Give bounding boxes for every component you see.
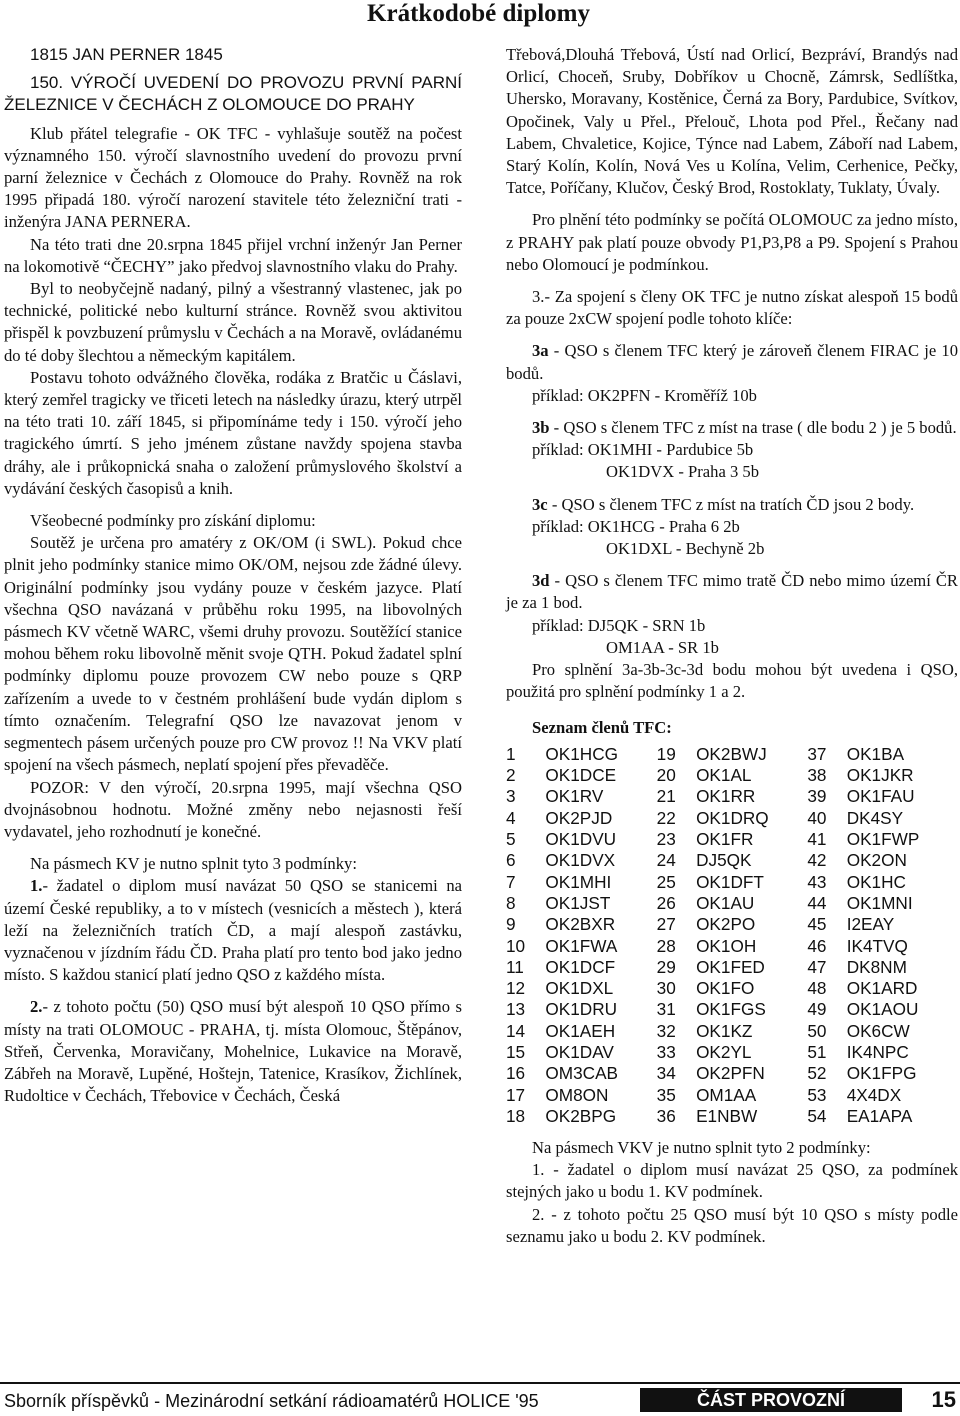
history-paragraph-1: Na této trati dne 20.srpna 1845 přijel vrchní inženýr Jan Perner na lokomotivě “ČECHY” jako předvoj slavnostního vlaku do Prahy. [4, 234, 462, 276]
member-number: 41 [807, 829, 827, 850]
member-callsign: I2EAY [846, 914, 895, 935]
table-row [506, 893, 958, 914]
member-callsign: OK1FR [696, 829, 754, 850]
olomouc-note: Pro plnění této podmínky se počítá OLOMOUC za jedno místo, z PRAHY pak platí pouze obvody P1,P3,P8 a P9. Spojení s Prahou nebo Olomoucí je podmínkou. [506, 210, 958, 274]
member-number: 16 [506, 1063, 526, 1084]
rule-3d-label: 3d [532, 571, 550, 591]
history-paragraph-3: Postavu tohoto odvážného člověka, rodáka z Bratčic u Čáslavi, který zemřel tragicky ve třiceti letech na následky úrazu, který utrpěl na této trati 10. září 1845, si připomínáme tedy i 150. výročí jeho tragického úmrtí. S jeho jménem zůstane navždy spojena stavba dráhy, ale i průkopnická snaha o založení průmyslového školství a vydávání českých časopisů a knih. [4, 367, 462, 498]
member-number: 38 [807, 765, 827, 786]
rule-3c-label: 3c [532, 494, 548, 514]
rule-3d-example-2: OM1AA - SR 1b [606, 637, 719, 657]
member-number: 22 [656, 807, 676, 828]
members-table [506, 744, 958, 1127]
member-number: 36 [656, 1105, 676, 1126]
member-callsign: OK1AOU [846, 999, 919, 1020]
member-callsign: OK1HCG [545, 743, 618, 764]
kv-rule-1-number: 1. [30, 876, 43, 896]
kv-rule-3: 3.- Za spojení s členy OK TFC je nutno získat alespoň 15 bodů za pouze 2xCW spojení podle tohoto klíče: [506, 287, 958, 329]
member-number: 43 [807, 871, 827, 892]
rule-3d-text: - QSO s členem TFC mimo tratě ČD nebo mimo území ČR je za 1 bod. [506, 571, 958, 613]
member-number: 19 [656, 743, 676, 764]
member-number: 21 [656, 786, 676, 807]
member-number: 3 [506, 786, 516, 807]
member-callsign: OK1AL [696, 765, 752, 786]
member-number: 9 [506, 914, 516, 935]
table-row [506, 786, 958, 807]
member-number: 40 [807, 807, 827, 828]
member-number: 20 [656, 765, 676, 786]
member-callsign: OK1DXL [545, 978, 614, 999]
member-number: 24 [656, 850, 676, 871]
member-number: 18 [506, 1105, 526, 1126]
member-number: 26 [656, 892, 676, 913]
member-callsign: OK2YL [696, 1041, 752, 1062]
intro-paragraph: Klub přátel telegrafie - OK TFC - vyhlašuje soutěž na počest významného 150. výročí slavnostního uvedení do provozu první parní železnice v Čechách z Olomouce do Prahy. Rovněž na rok 1995 připadá 180. výročí narození stavitele této železniční trati - inženýra JANA PERNERA. [4, 123, 462, 232]
member-number: 30 [656, 978, 676, 999]
member-callsign: OK2BXR [545, 914, 616, 935]
conditions-note: POZOR: V den výročí, 20.srpna 1995, mají všechna QSO dvojnásobnou hodnotu. Možné změny nebo nejasnosti řeší vydavatel, jeho rozhodnutí je konečné. [4, 777, 462, 841]
rule-3c-text: - QSO s členem TFC z míst na tratích ČD jsou 2 body. [547, 494, 915, 514]
left-column [4, 44, 462, 1107]
diploma-subtitle: 150. VÝROČÍ UVEDENÍ DO PROVOZU PRVNÍ PARNÍ ŽELEZNICE V ČECHÁCH Z OLOMOUCE DO PRAHY [4, 73, 462, 115]
member-number: 15 [506, 1041, 526, 1062]
section-title: Krátkodobé diplomy [367, 0, 590, 27]
member-callsign: OK6CW [846, 1020, 910, 1041]
member-number: 14 [506, 1020, 526, 1041]
member-callsign: OK1AEH [545, 1020, 616, 1041]
member-callsign: 4X4DX [846, 1084, 902, 1105]
member-number: 50 [807, 1020, 827, 1041]
page-footer [0, 1382, 960, 1416]
member-number: 4 [506, 807, 516, 828]
conditions-heading: Všeobecné podmínky pro získání diplomu: [30, 511, 316, 531]
member-number: 1 [506, 743, 516, 764]
member-callsign: OK1OH [696, 935, 757, 956]
member-callsign: OK1MHI [545, 871, 612, 892]
table-row [506, 957, 958, 978]
member-number: 13 [506, 999, 526, 1020]
table-row [506, 765, 958, 786]
member-callsign: OK1DAV [545, 1041, 614, 1062]
member-callsign: OK1FED [696, 956, 765, 977]
member-number: 29 [656, 956, 676, 977]
table-row [506, 999, 958, 1020]
vkv-rule-1: 1. - žadatel o diplom musí navázat 25 QSO, za podmínek stejných jako u bodu 1. KV podmínek. [506, 1160, 958, 1202]
member-callsign: OK1HC [846, 871, 906, 892]
member-callsign: OK1JST [545, 892, 611, 913]
table-row [506, 871, 958, 892]
member-number: 45 [807, 914, 827, 935]
member-number: 51 [807, 1041, 827, 1062]
table-row [506, 914, 958, 935]
member-callsign: OK1BA [846, 743, 905, 764]
member-callsign: OK2BWJ [696, 743, 767, 764]
member-number: 23 [656, 829, 676, 850]
member-callsign: OK1DRQ [696, 807, 769, 828]
rule-3a-example: příklad: OK2PFN - Kroměříž 10b [532, 385, 757, 405]
member-callsign: OM8ON [545, 1084, 609, 1105]
diploma-title: 1815 JAN PERNER 1845 [30, 45, 223, 64]
member-number: 12 [506, 978, 526, 999]
page-number: 15 [931, 1387, 956, 1412]
member-number: 53 [807, 1084, 827, 1105]
member-callsign: OK1RV [545, 786, 604, 807]
footer-rule [0, 1382, 960, 1384]
member-number: 31 [656, 999, 676, 1020]
member-callsign: OK1FAU [846, 786, 915, 807]
member-callsign: OK1DCF [545, 956, 616, 977]
kv-rule-1 [4, 875, 462, 986]
member-callsign: OK1FGS [696, 999, 766, 1020]
rule-3a-text: - QSO s členem TFC který je zároveň členem FIRAC je 10 bodů. [506, 341, 958, 383]
member-number: 7 [506, 871, 516, 892]
rule-3b [506, 417, 958, 439]
table-row [506, 935, 958, 956]
table-row [506, 1021, 958, 1042]
member-number: 2 [506, 765, 516, 786]
kv-rule-2-number: 2. [30, 997, 43, 1017]
member-number: 25 [656, 871, 676, 892]
places-continued: Třebová,Dlouhá Třebová, Ústí nad Orlicí, Bezpráví, Brandýs nad Orlicí, Choceň, Sruby, Dobříkov u Chocně, Zámrsk, Sedlíštka, Uhersko, Moravany, Kostěnice, Černá za Bory, Pardubice, Svítkov, Opočinek, Valy u Přel., Přelouč, Lhota pod Přel., Řečany nad Labem, Chvaletice, Kojice, Týnce nad Labem, Záboří nad Labem, Starý Kolín, Kolín, Nová Ves u Kolína, Velim, Cerhenice, Pečky, Tatce, Poříčany, Klučov, Český Brod, Rostoklaty, Tuklaty, Úvaly. [506, 45, 958, 198]
table-row [506, 829, 958, 850]
member-callsign: OK1FPG [846, 1063, 917, 1084]
members-title: Seznam členů TFC: [532, 718, 672, 738]
kv-rule-2 [4, 996, 462, 1107]
member-callsign: OK1DCE [545, 765, 617, 786]
conditions-body: Soutěž je určena pro amatéry z OK/OM (i SWL). Pokud chce plnit jeho podmínky stanice mimo OK/OM, nejsou zde žádné úlevy. Originální podmínky jsou vydány pouze v českém jazyce. Platí všechna QSO navázaná v průběhu roku 1995, na libovolných pásmech KV včetně WARC, všemi druhy provozu. Soutěžící stanice mohou během roku libovolně měnit svoje QTH. Pokud žadatel splní podmínky diplomu pouze provozem CW nebo pouze s QRP zařízením a uvede to v čestném prohlášení bude vydán diplom s tímto označením. Telegrafní QSO lze navazovat jenom v segmentech pásem určených pouze pro CW provoz !! Na VKV platí spojení na všech pásmech, neplatí spojení přes převaděče. [4, 533, 462, 775]
member-number: 27 [656, 914, 676, 935]
member-number: 10 [506, 935, 526, 956]
member-callsign: OK1DVX [545, 850, 616, 871]
table-row [506, 850, 958, 871]
member-number: 46 [807, 935, 827, 956]
member-callsign: OK2PJD [545, 807, 613, 828]
rule-3b-example-1: příklad: OK1MHI - Pardubice 5b [532, 440, 754, 460]
rule-3b-example-2: OK1DVX - Praha 3 5b [606, 462, 760, 482]
member-callsign: EA1APA [846, 1105, 913, 1126]
member-callsign: OK1ARD [846, 978, 918, 999]
member-callsign: OM1AA [696, 1084, 757, 1105]
table-row [506, 1106, 958, 1127]
vkv-rule-2: 2. - z tohoto počtu 25 QSO musí být 10 QSO s místy podle seznamu jako u bodu 2. KV podmínek. [506, 1204, 958, 1246]
rule-3c [506, 494, 958, 516]
table-row [506, 978, 958, 999]
member-callsign: E1NBW [696, 1105, 758, 1126]
member-number: 39 [807, 786, 827, 807]
kv-rule-1-text: - žadatel o diplom musí navázat 50 QSO se stanicemi na území České republiky, a to v místech (vesnicích a městech ), která leží na železničních tratích ČD, a mají alespoň zastávku, vyznačenou v jízdním řádu ČD. Praha platí pro tento bod jako jedno místo. S každou stanicí platí jedno QSO z každého místa. [4, 876, 462, 985]
member-callsign: OK1FWA [545, 935, 618, 956]
member-callsign: OK2ON [846, 850, 907, 871]
rule-3b-label: 3b [532, 418, 550, 438]
rule-3c-example-1: příklad: OK1HCG - Praha 6 2b [532, 516, 740, 536]
table-row [506, 1063, 958, 1084]
member-number: 34 [656, 1063, 676, 1084]
history-paragraph-2: Byl to neobyčejně nadaný, pilný a všestranný vlastenec, jak po technické, politické nebo kulturní stránce. Rovněž svou aktivitou přispěl k povzbuzení průmyslu v Čechách a na Moravě, ovládanému do té doby šlechtou a německým kapitálem. [4, 279, 462, 365]
member-number: 28 [656, 935, 676, 956]
member-callsign: OK1RR [696, 786, 756, 807]
member-number: 48 [807, 978, 827, 999]
member-callsign: OK1FWP [846, 829, 920, 850]
member-callsign: OK2PFN [696, 1063, 765, 1084]
vkv-heading: Na pásmech VKV je nutno splnit tyto 2 podmínky: [532, 1138, 871, 1158]
rule-3a [506, 340, 958, 384]
member-number: 35 [656, 1084, 676, 1105]
member-number: 17 [506, 1084, 526, 1105]
footer-section-badge: ČÁST PROVOZNÍ [640, 1388, 902, 1412]
member-number: 49 [807, 999, 827, 1020]
member-callsign: OK1FO [696, 978, 755, 999]
member-callsign: DK4SY [846, 807, 904, 828]
member-callsign: OK1DFT [696, 871, 764, 892]
member-callsign: OK1DVU [545, 829, 617, 850]
member-number: 5 [506, 829, 516, 850]
footer-publication: Sborník příspěvků - Mezinárodní setkání rádioamatérů HOLICE '95 [4, 1391, 539, 1411]
member-callsign: OK2PO [696, 914, 756, 935]
member-callsign: OK1AU [696, 892, 755, 913]
member-number: 8 [506, 892, 516, 913]
member-number: 37 [807, 743, 827, 764]
member-callsign: IK4TVQ [846, 935, 908, 956]
member-number: 52 [807, 1063, 827, 1084]
member-callsign: IK4NPC [846, 1041, 909, 1062]
member-number: 54 [807, 1105, 827, 1126]
member-number: 6 [506, 850, 516, 871]
rule-3d [506, 570, 958, 614]
rule-3a-label: 3a [532, 341, 549, 361]
member-callsign: OK1KZ [696, 1020, 753, 1041]
table-row [506, 744, 958, 765]
kv-heading: Na pásmech KV je nutno splnit tyto 3 podmínky: [30, 854, 357, 874]
member-number: 11 [506, 956, 524, 977]
member-callsign: OM3CAB [545, 1063, 618, 1084]
member-number: 33 [656, 1041, 676, 1062]
table-row [506, 808, 958, 829]
member-number: 32 [656, 1020, 676, 1041]
table-row [506, 1084, 958, 1105]
member-callsign: OK1DRU [545, 999, 618, 1020]
member-callsign: OK2BPG [545, 1105, 617, 1126]
right-column [506, 44, 958, 1248]
member-number: 47 [807, 956, 827, 977]
member-number: 42 [807, 850, 827, 871]
member-callsign: DK8NM [846, 956, 907, 977]
member-callsign: DJ5QK [696, 850, 752, 871]
table-row [506, 1042, 958, 1063]
member-callsign: OK1MNI [846, 892, 913, 913]
kv-rule-2-text: - z tohoto počtu (50) QSO musí být alespoň 10 QSO přímo s místy na trati OLOMOUC - PRAHA, tj. místa Olomouc, Štěpánov, Střeň, Červenka, Moravičany, Mohelnice, Lukavice na Moravě, Zábřeh na Moravě, Lupěné, Hoštejn, Tatenice, Krasíkov, Žichlínek, Rudoltice v Čechách, Třebovice v Čechách, Česká [4, 997, 462, 1106]
member-callsign: OK1JKR [846, 765, 914, 786]
member-number: 44 [807, 892, 827, 913]
rule-3c-example-2: OK1DXL - Bechyně 2b [606, 539, 765, 559]
rule-3-summary: Pro splnění 3a-3b-3c-3d bodu mohou být uvedena i QSO, použitá pro splnění podmínky 1 a 2. [506, 660, 958, 702]
rule-3b-text: - QSO s členem TFC z míst na trase ( dle bodu 2 ) je 5 bodů. [549, 418, 957, 438]
rule-3d-example-1: příklad: DJ5QK - SRN 1b [532, 615, 706, 635]
